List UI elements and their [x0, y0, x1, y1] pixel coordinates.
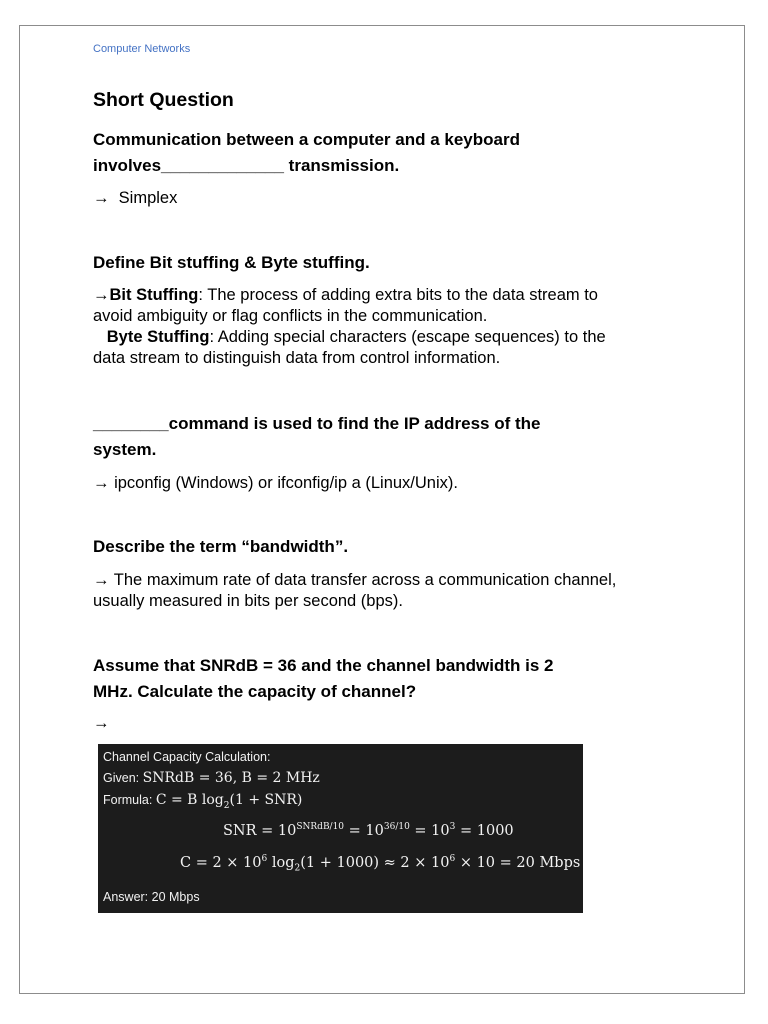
- answer-2: →Bit Stuffing: The process of adding extra bits to the data stream to avoid ambiguity or flag conflicts in the communication. Byte Stuffing: Adding special characters (escape sequences) to the data stream to distinguish data from control information.: [93, 286, 606, 367]
- arrow-icon: →: [93, 286, 110, 304]
- calc-formula: Formula: C = B $\log_2(1 + SNR)$: [103, 792, 303, 811]
- arrow-icon: →: [93, 571, 110, 589]
- calc-given: Given: SNRdB = 36, B = 2 MHz: [103, 770, 320, 786]
- answer-4: → The maximum rate of data transfer across a communication channel, usually measured in bits per second (bps).: [93, 571, 617, 610]
- question-4: Describe the term “bandwidth”.: [93, 537, 349, 556]
- answer-1: → Simplex: [93, 189, 178, 207]
- answer-5-arrow: [93, 713, 693, 734]
- answer-3: → ipconfig (Windows) or ifconfig/ip a (Linux/Unix).: [93, 474, 458, 492]
- calc-capacity-equation: $C = 2 \times 10^6$ $\log_2(1 + 1000) \approx 2 \times 10^6 \times 10 = 20$ Mbps: [180, 854, 581, 874]
- arrow-icon: →: [93, 474, 110, 492]
- arrow-icon: →: [93, 714, 110, 732]
- arrow-icon: →: [93, 189, 110, 207]
- capacity-calculation-image: [98, 744, 583, 913]
- question-2: Define Bit stuffing & Byte stuffing.: [93, 253, 370, 272]
- calc-title: Channel Capacity Calculation:: [103, 750, 271, 764]
- calc-snr-equation: SNR = $10^{SNRdB/10} = 10^{36/10} = 10^3 = 1000$: [223, 822, 514, 839]
- calc-answer: Answer: 20 Mbps: [103, 890, 200, 904]
- question-3: ________command is used to find the IP address of the system.: [93, 414, 541, 459]
- document-page: [19, 25, 745, 994]
- page-header: Computer Networks: [93, 43, 191, 55]
- section-title: Short Question: [93, 89, 234, 111]
- question-5: Assume that SNRdB = 36 and the channel bandwidth is 2 MHz. Calculate the capacity of channel?: [93, 656, 554, 701]
- question-1: Communication between a computer and a keyboard involves_____________ transmission.: [93, 130, 520, 175]
